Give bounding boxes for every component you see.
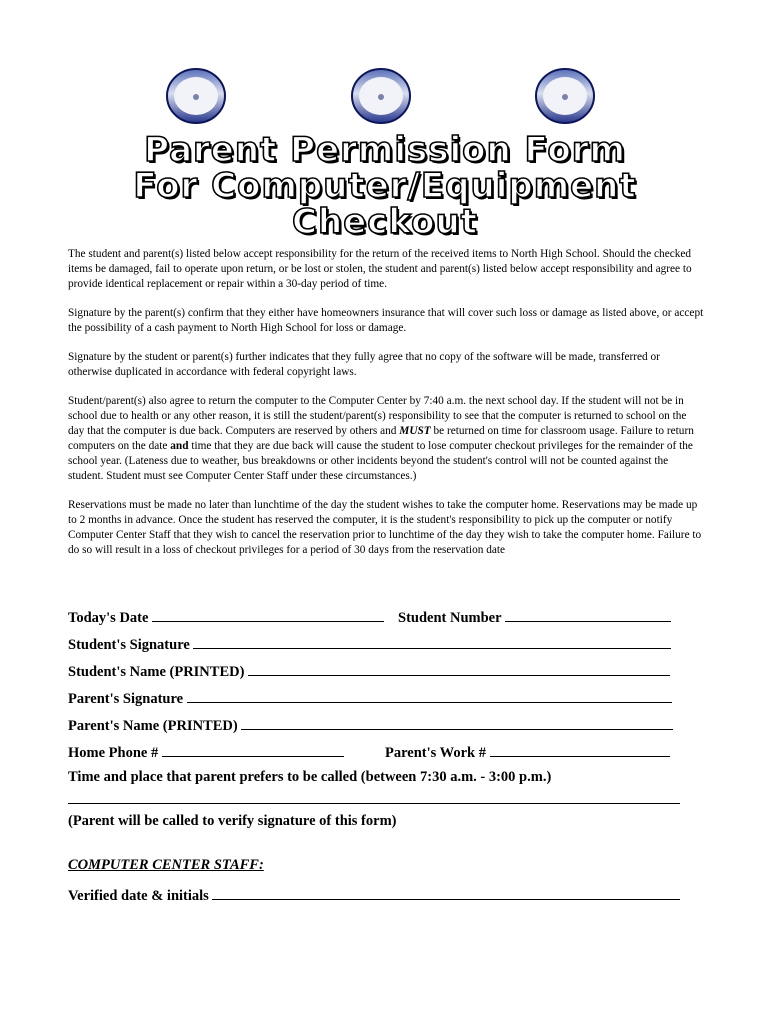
parent-work-label: Parent's Work # bbox=[385, 745, 486, 761]
title-line-1: Parent Permission Form bbox=[144, 130, 626, 170]
parent-name-field[interactable] bbox=[241, 715, 673, 730]
terms-paragraph: The student and parent(s) listed below accept responsibility for the return of the received items to North High School. Should the checked items be damaged, fail to operate upon return, or be lost or stolen, the student and parent(s) listed below accept responsibility and agree to provide identical replacement or repair within a 30-day period of time. bbox=[68, 248, 692, 290]
student-name-label: Student's Name (PRINTED) bbox=[68, 664, 245, 680]
terms-text: time that they are due back will cause the student to lose computer checkout privileges for the remainder of the school year. (Lateness due to weather, bus breakdowns or other incidents beyond the student's control will not be counted against the student. Student must see Computer Center Staff under these circumstances.) bbox=[68, 440, 693, 482]
form-title bbox=[0, 132, 770, 240]
ibook-computer-icon bbox=[165, 64, 227, 126]
student-number-label: Student Number bbox=[398, 610, 502, 626]
student-name-field[interactable] bbox=[248, 661, 670, 676]
student-number-field[interactable] bbox=[505, 607, 671, 622]
parent-signature-label: Parent's Signature bbox=[68, 691, 184, 707]
todays-date-field[interactable] bbox=[152, 607, 384, 622]
parent-signature-field[interactable] bbox=[187, 688, 672, 703]
date-row bbox=[68, 607, 708, 634]
terms-paragraph bbox=[68, 394, 704, 484]
verified-row bbox=[68, 885, 680, 905]
title-line-2: For Computer/Equipment bbox=[133, 166, 637, 206]
terms-paragraph: Signature by the parent(s) confirm that they either have homeowners insurance that will cover such loss or damage as listed above, or accept the possibility of a cash payment to North High School for loss or damage. bbox=[68, 307, 704, 334]
call-time-row bbox=[68, 769, 708, 789]
parent-name-label: Parent's Name (PRINTED) bbox=[68, 718, 238, 734]
student-name-row bbox=[68, 661, 708, 688]
phone-row bbox=[68, 742, 708, 769]
header-icons bbox=[0, 64, 770, 130]
and-emphasis: and bbox=[170, 440, 189, 452]
todays-date-label: Today's Date bbox=[68, 610, 149, 626]
ibook-computer-icon bbox=[350, 64, 412, 126]
ibook-computer-icon bbox=[534, 64, 596, 126]
call-note-row bbox=[68, 813, 708, 840]
student-signature-row bbox=[68, 634, 708, 661]
call-time-label: Time and place that parent prefers to be called (between 7:30 a.m. - 3:00 p.m.) bbox=[68, 769, 552, 785]
home-phone-field[interactable] bbox=[162, 742, 344, 757]
verified-label: Verified date & initials bbox=[68, 888, 209, 904]
call-time-field[interactable] bbox=[68, 789, 680, 804]
parent-signature-row bbox=[68, 688, 708, 715]
terms-paragraph: Signature by the student or parent(s) further indicates that they fully agree that no copy of the software will be made, transferred or otherwise duplicated in accordance with federal copyright laws. bbox=[68, 351, 660, 378]
parent-work-field[interactable] bbox=[490, 742, 670, 757]
home-phone-label: Home Phone # bbox=[68, 745, 159, 761]
terms-paragraph: Reservations must be made no later than lunchtime of the day the student wishes to take the computer home. Reservations may be made up to 2 months in advance. Once the student has reserved the computer, it is the student's responsibility to pick up the computer or notify Computer Center Staff that they wish to cancel the reservation prior to lunchtime of the day they wish to take the computer home. Failure to do so will result in a loss of checkout privileges for a period of 30 days from the reservation date bbox=[68, 499, 702, 556]
call-time-line-row bbox=[68, 789, 708, 813]
student-signature-label: Student's Signature bbox=[68, 637, 190, 653]
call-note: (Parent will be called to verify signature of this form) bbox=[68, 813, 397, 829]
terms-body bbox=[68, 247, 704, 572]
student-signature-field[interactable] bbox=[193, 634, 671, 649]
verified-field[interactable] bbox=[212, 885, 680, 900]
terms-text: Student/parent(s) also agree to return the computer to the Computer Center by 7:40 a.m. the next school day. If the student will not be in school due to health or any other reason, it is still the student/parent(s) responsibility to see that the computer is returned to school on the day that the computer is due back. Computers are reserved by others and bbox=[68, 395, 687, 437]
title-line-3: Checkout bbox=[292, 202, 478, 242]
signature-form bbox=[68, 607, 708, 840]
staff-heading: COMPUTER CENTER STAFF: bbox=[68, 857, 264, 873]
terms-text: be returned on time for classroom usage. Failure to return computers on the date bbox=[68, 425, 694, 452]
must-emphasis: MUST bbox=[399, 425, 431, 437]
parent-name-row bbox=[68, 715, 708, 742]
